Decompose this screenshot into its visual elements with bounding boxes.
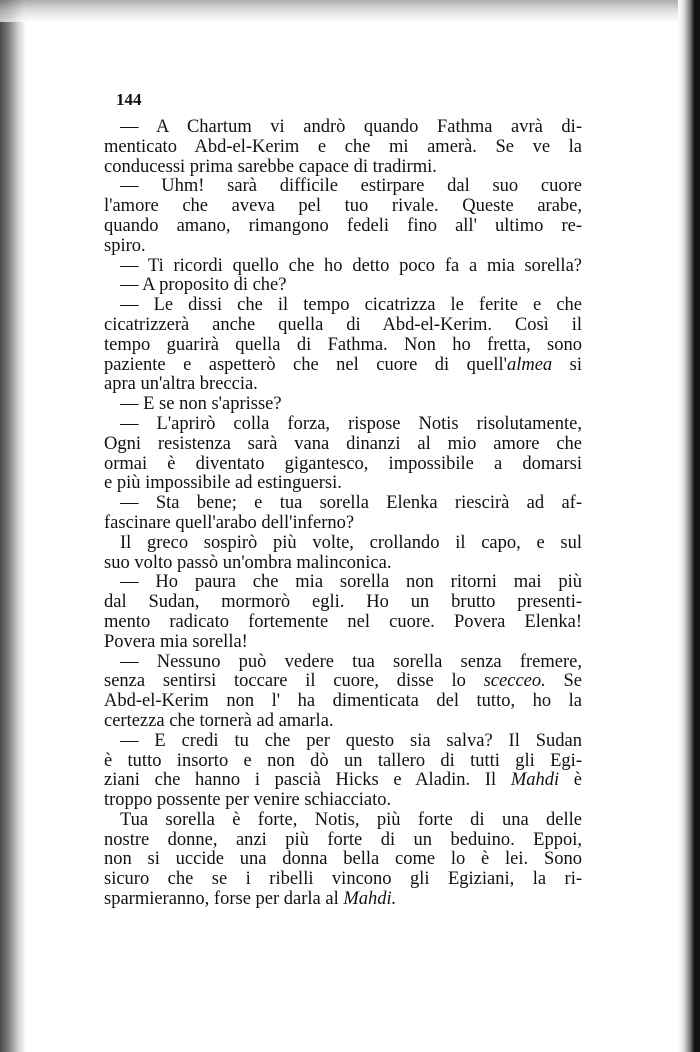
text-line: [104, 831, 582, 851]
italic-word: Mahdi.: [343, 889, 397, 910]
text-line-content: senza sentirsi toccare il cuore, disse lo: [104, 671, 484, 692]
text-line: [104, 395, 582, 415]
text-line: [104, 771, 582, 791]
text-line: [104, 356, 582, 376]
text-line-content: conducessi prima sarebbe capace di tradirmi.: [104, 156, 437, 177]
text-line-content: — Ti ricordi quello che ho detto poco fa a mia sorella?: [120, 255, 582, 276]
text-line: [104, 296, 582, 316]
text-line-content: — E credi tu che per questo sia salva? Il Sudan: [120, 730, 582, 751]
text-line-content: certezza che tornerà ad amarla.: [104, 710, 334, 731]
text-line: [104, 712, 582, 732]
text-line-content: — Uhm! sarà difficile estirpare dal suo cuore: [120, 176, 582, 197]
text-line-content: Abd-el-Kerim non l' ha dimenticata del tutto, ho la: [104, 691, 582, 712]
text-line: [104, 791, 582, 811]
text-line: [104, 692, 582, 712]
text-line-content: fascinare quell'arabo dell'inferno?: [104, 512, 355, 533]
text-line-content: mento radicato fortemente nel cuore. Povera Elenka!: [104, 611, 582, 632]
text-line: [104, 850, 582, 870]
text-line-tail: è: [559, 770, 583, 791]
text-line: [104, 158, 582, 178]
scan-top-edge-shadow: [0, 0, 700, 22]
text-line-content: sparmieranno, forse per darla al: [104, 889, 344, 910]
text-line: [104, 237, 582, 257]
text-line-content: — A proposito di che?: [120, 275, 287, 296]
text-line: [104, 435, 582, 455]
text-line: [104, 197, 582, 217]
text-line-content: suo volto passò un'ombra malinconica.: [104, 552, 392, 573]
text-line: [104, 316, 582, 336]
text-line-content: sicuro che se i ribelli vincono gli Egiziani, la ri-: [104, 869, 582, 890]
text-line: [104, 672, 582, 692]
text-line-content: Il greco sospirò più volte, crollando il capo, e sul: [120, 532, 582, 553]
text-line-content: — L'aprirò colla forza, rispose Notis risolutamente,: [120, 413, 582, 434]
text-line: [104, 177, 582, 197]
text-line: [104, 593, 582, 613]
text-line: [104, 375, 582, 395]
italic-word: Mahdi: [510, 770, 560, 791]
text-line: [104, 514, 582, 534]
text-line: [104, 732, 582, 752]
page-body-text: [104, 118, 582, 910]
scan-right-edge-shadow: [678, 0, 700, 1052]
text-line: [104, 217, 582, 237]
page-number: 144: [116, 90, 142, 109]
text-line: [104, 257, 582, 277]
text-line: [104, 554, 582, 574]
text-line-content: e più impossibile ad estinguersi.: [104, 473, 342, 494]
text-line: [104, 455, 582, 475]
text-line-content: Povera mia sorella!: [104, 631, 248, 652]
italic-word: almea: [506, 354, 553, 375]
text-line-content: dal Sudan, mormorò egli. Ho un brutto presenti-: [104, 592, 582, 613]
text-line-content: Ogni resistenza sarà vana dinanzi al mio amore che: [104, 433, 582, 454]
text-line: [104, 752, 582, 772]
text-line-content: troppo possente per venire schiacciato.: [104, 790, 392, 811]
text-line: [104, 118, 582, 138]
text-line-content: — Nessuno può vedere tua sorella senza fremere,: [120, 651, 582, 672]
text-line: [104, 870, 582, 890]
italic-word: scecceo.: [483, 671, 546, 692]
text-line-content: — E se non s'aprisse?: [120, 394, 282, 415]
text-line-content: — Sta bene; e tua sorella Elenka riescirà ad af-: [120, 493, 582, 514]
text-line: [104, 890, 582, 910]
text-line-tail: si: [552, 354, 582, 375]
text-line-content: è tutto insorto e non dò un tallero di tutti gli Egi-: [104, 750, 582, 771]
text-line-content: non si uccide una donna bella come lo è lei. Sono: [104, 849, 582, 870]
text-line-content: spiro.: [104, 235, 146, 256]
text-line-content: — Le dissi che il tempo cicatrizza le ferite e che: [120, 295, 582, 316]
scan-left-edge-shadow: [0, 0, 26, 1052]
text-line: [104, 534, 582, 554]
text-line: [104, 653, 582, 673]
text-line: [104, 276, 582, 296]
text-line: [104, 336, 582, 356]
text-line: [104, 138, 582, 158]
text-line: [104, 573, 582, 593]
text-line-content: apra un'altra breccia.: [104, 374, 258, 395]
text-line-content: Tua sorella è forte, Notis, più forte di una delle: [120, 809, 582, 830]
text-line-content: quando amano, rimangono fedeli fino all' ultimo re-: [104, 215, 582, 236]
text-line: [104, 613, 582, 633]
text-line-content: cicatrizzerà anche quella di Abd-el-Kerim. Così il: [104, 314, 582, 335]
text-line-content: — Ho paura che mia sorella non ritorni mai più: [120, 572, 582, 593]
text-line-content: paziente e aspetterò che nel cuore di quell': [104, 354, 507, 375]
text-line-content: nostre donne, anzi più forte di un beduino. Eppoi,: [104, 829, 582, 850]
text-line: [104, 633, 582, 653]
text-line: [104, 494, 582, 514]
text-line: [104, 474, 582, 494]
text-line: [104, 415, 582, 435]
text-line-content: ormai è diventato gigantesco, impossibile a domarsi: [104, 453, 582, 474]
text-line-content: — A Chartum vi andrò quando Fathma avrà di-: [120, 117, 582, 137]
text-line-content: tempo guarirà quella di Fathma. Non ho fretta, sono: [104, 334, 582, 355]
text-line-content: menticato Abd-el-Kerim e che mi amerà. Se ve la: [104, 136, 582, 157]
text-line: [104, 811, 582, 831]
text-line-tail: Se: [545, 671, 583, 692]
text-line-content: ziani che hanno i pascià Hicks e Aladin. Il: [104, 770, 511, 791]
text-line-content: l'amore che aveva pel tuo rivale. Queste arabe,: [104, 196, 582, 217]
